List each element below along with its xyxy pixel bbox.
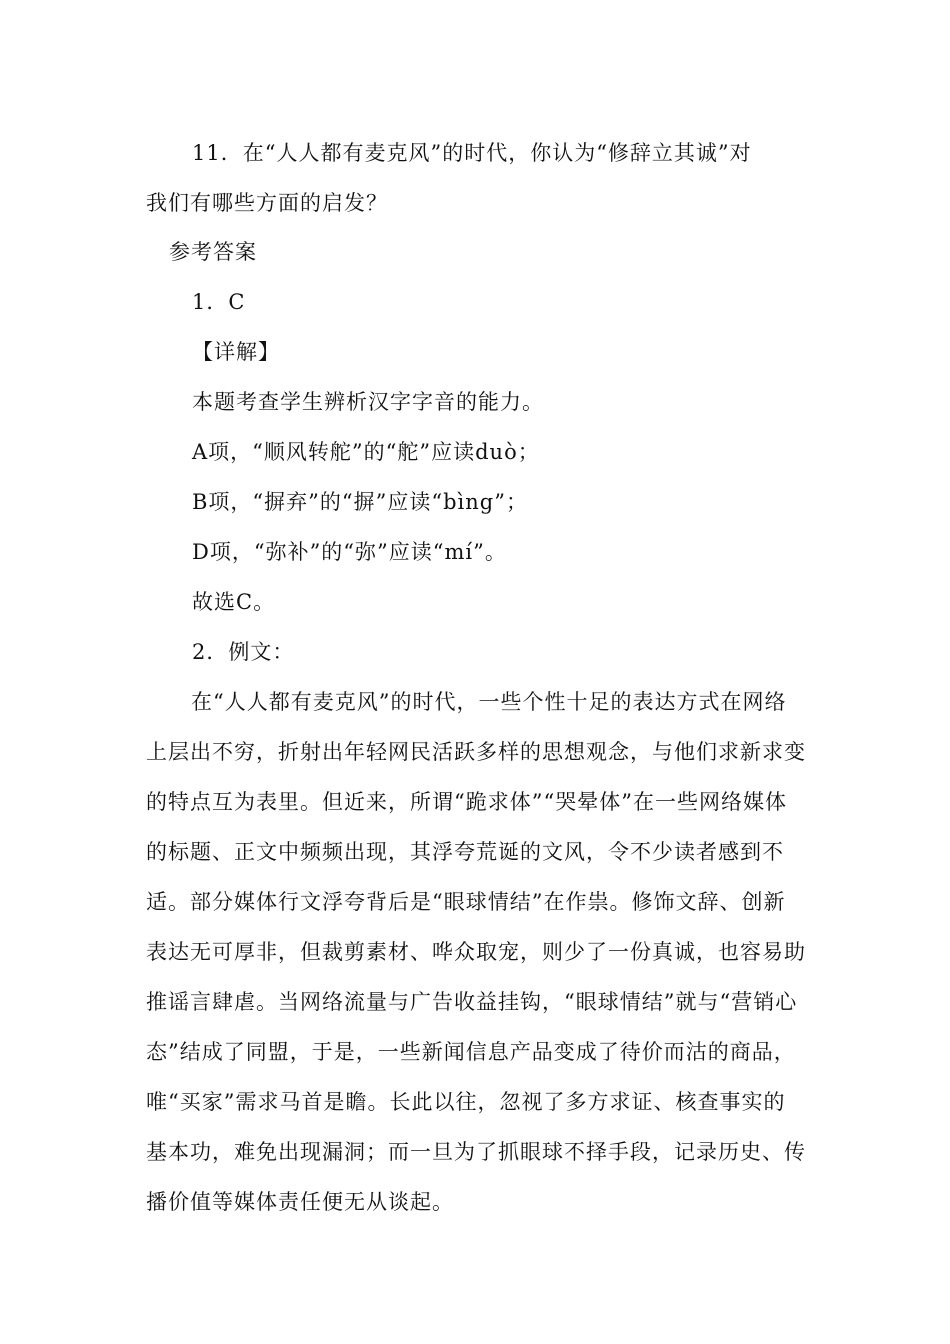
answer-2-number: 2．例文： [192, 640, 295, 664]
question-11-line-2: 我们有哪些方面的启发？ [146, 191, 388, 215]
answer-1-item-d: D项，“弥补”的“弥”应读“mí”。 [192, 540, 507, 564]
answer-1-item-b: B项，“摒弃”的“摒”应读“bìng”； [192, 490, 528, 514]
answer-1-conclusion: 故选C。 [192, 590, 276, 614]
answer-1-item-a: A项，“顺风转舵”的“舵”应读duò； [192, 440, 540, 464]
answer-2-essay: 在“人人都有麦克风”的时代，一些个性十足的表达方式在网络上层出不穷，折射出年轻网民活跃多样的思想观念，与他们求新求变的特点互为表里。但近来，所谓“跪求体”“哭晕体”在一些网络媒体的标题、正文中频频出现，其浮夸荒诞的文风，令不少读者感到不适。部分媒体行文浮夸背后是“眼球情结”在作祟。修饰文辞、创新表达无可厚非，但裁剪素材、哗众取宠，则少了一份真诚，也容易助推谣言肆虐。当网络流量与广告收益挂钩，“眼球情结”就与“营销心态”结成了同盟，于是，一些新闻信息产品变成了待价而沽的商品，唯“买家”需求马首是瞻。长此以往，忽视了多方求证、核查事实的基本功，难免出现漏洞；而一旦为了抓眼球不择手段，记录历史、传播价值等媒体责任便无从谈起。 [146, 690, 806, 1214]
question-11-line-1: 11．在“人人都有麦克风”的时代，你认为“修辞立其诚”对 [192, 141, 752, 165]
answer-1-intro: 本题考查学生辨析汉字字音的能力。 [192, 390, 544, 414]
answer-heading: 参考答案 [169, 240, 257, 264]
answer-1-number: 1．C [192, 290, 246, 314]
explain-tag: 【详解】 [192, 340, 280, 364]
